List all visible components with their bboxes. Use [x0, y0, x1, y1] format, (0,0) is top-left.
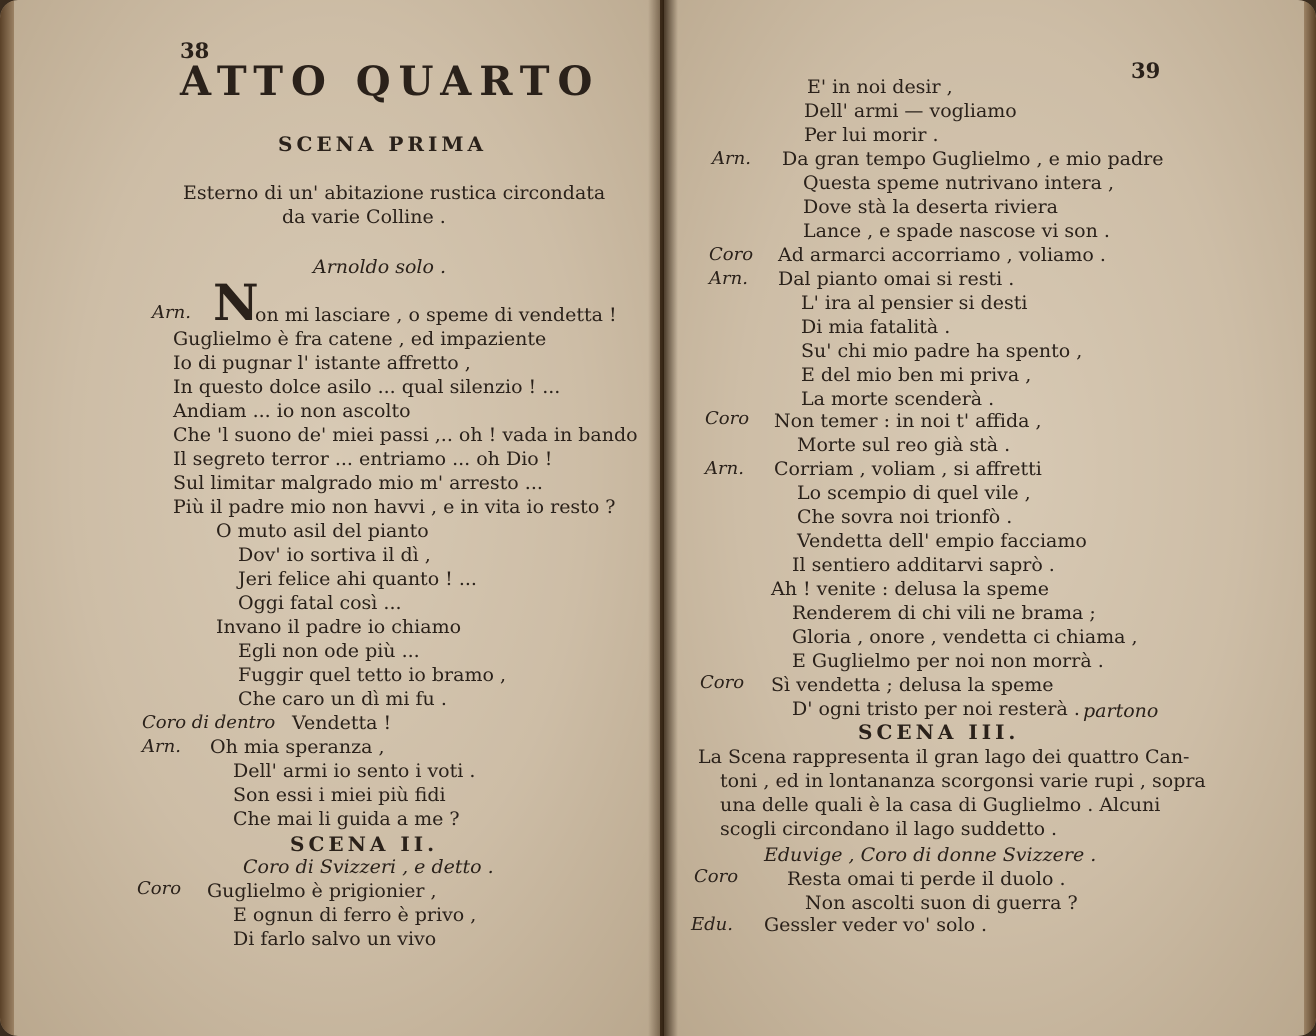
verse-line: Resta omai ti perde il duolo . [787, 868, 1066, 890]
verse-line: Lance , e spade nascose vi son . [803, 220, 1110, 242]
verse-line: Che 'l suono de' miei passi ,.. oh ! vada in bando [173, 424, 638, 446]
verse-line: Dove stà la deserta riviera [803, 196, 1058, 218]
verse-line: Jeri felice ahi quanto ! ... [238, 568, 477, 590]
verse-line: Di mia fatalità . [801, 316, 951, 338]
verse-line: Da gran tempo Guglielmo , e mio padre [782, 148, 1164, 170]
verse-line: Non temer : in noi t' affida , [774, 410, 1042, 432]
right-page-number: 39 [1131, 58, 1161, 83]
speaker-label: Arn. [152, 302, 191, 323]
verse-line: Su' chi mio padre ha spento , [801, 340, 1083, 362]
verse-line: D' ogni tristo per noi resterà . [792, 698, 1080, 720]
verse-line: Io di pugnar l' istante affretto , [173, 352, 471, 374]
verse-line: Che sovra noi trionfò . [797, 506, 1013, 528]
setting-line: La Scena rappresenta il gran lago dei quattro Can- [698, 746, 1190, 768]
verse-line: E del mio ben mi priva , [801, 364, 1032, 386]
verse-line: Andiam ... io non ascolto [173, 400, 411, 422]
verse-line: Son essi i miei più fidi [233, 784, 446, 806]
left-page-edge [0, 0, 14, 1036]
verse-line: Il sentiero additarvi saprò . [792, 554, 1055, 576]
verse-line: Morte sul reo già stà . [797, 434, 1011, 456]
verse-line: Dell' armi — vogliamo [804, 100, 1017, 122]
verse-line: La morte scenderà . [801, 388, 995, 410]
drop-cap: N [213, 273, 259, 332]
verse-line: E ognun di ferro è privo , [233, 904, 477, 926]
verse-line: Oggi fatal così ... [238, 592, 402, 614]
speaker-label: Arn. [142, 736, 181, 757]
verse-line: Ah ! venite : delusa la speme [771, 578, 1050, 600]
verse-line: Vendetta dell' empio facciamo [797, 530, 1087, 552]
verse-line: Di farlo salvo un vivo [233, 928, 437, 950]
speaker-label: Coro [694, 866, 739, 887]
verse-line: Per lui morir . [804, 124, 939, 146]
scene1-character: Arnoldo solo . [313, 256, 446, 278]
verse-line: In questo dolce asilo ... qual silenzio ! ... [173, 376, 561, 398]
scene3-characters: Eduvige , Coro di donne Svizzere . [764, 844, 1097, 866]
verse-line: Dal pianto omai si resti . [778, 268, 1015, 290]
left-page-number: 38 [180, 38, 210, 63]
verse-line: Invano il padre io chiamo [216, 616, 462, 638]
verse-line: Dell' armi io sento i voti . [233, 760, 476, 782]
scene1-title: SCENA PRIMA [278, 132, 488, 156]
verse-line: Ad armarci accorriamo , voliamo . [778, 244, 1106, 266]
speaker-label: Coro di dentro [142, 712, 276, 733]
setting-line: una delle quali è la casa di Guglielmo . Alcuni [720, 794, 1161, 816]
speaker-label: Coro [705, 408, 750, 429]
verse-line: L' ira al pensier si desti [801, 292, 1028, 314]
verse-line: Non ascolti suon di guerra ? [805, 892, 1078, 914]
speaker-label: Arn. [705, 458, 744, 479]
setting-line: toni , ed in lontananza scorgonsi varie rupi , sopra [720, 770, 1206, 792]
verse-line: Sul limitar malgrado mio m' arresto ... [173, 472, 543, 494]
setting-line-1: Esterno di un' abitazione rustica circondata [183, 182, 606, 204]
speaker-label: Coro [137, 878, 182, 899]
scene2-characters: Coro di Svizzeri , e detto . [243, 856, 494, 878]
speaker-label: Edu. [691, 914, 733, 935]
scene3-title: SCENA III. [858, 720, 1020, 744]
setting-line-2: da varie Colline . [282, 206, 446, 228]
setting-line: scogli circondano il lago suddetto . [720, 818, 1058, 840]
verse-line: Sì vendetta ; delusa la speme [771, 674, 1054, 696]
verse-line: O muto asil del pianto [216, 520, 429, 542]
verse-line: Oh mia speranza , [210, 736, 385, 758]
verse-line: Egli non ode più ... [238, 640, 420, 662]
verse-line: Dov' io sortiva il dì , [238, 544, 431, 566]
verse-line: Fuggir quel tetto io bramo , [238, 664, 506, 686]
verse-line: E Guglielmo per noi non morrà . [792, 650, 1104, 672]
verse-line: Gloria , onore , vendetta ci chiama , [792, 626, 1138, 648]
act-title: ATTO QUARTO [180, 58, 601, 105]
speaker-label: Coro [709, 244, 754, 265]
speaker-label: Coro [700, 672, 745, 693]
verse-line: Che caro un dì mi fu . [238, 688, 447, 710]
verse-line: Più il padre mio non havvi , e in vita io resto ? [173, 496, 616, 518]
speaker-label: Arn. [709, 268, 748, 289]
scene2-title: SCENA II. [290, 832, 439, 856]
verse-line: Che mai li guida a me ? [233, 808, 460, 830]
verse-line: Questa speme nutrivano intera , [803, 172, 1114, 194]
stage-direction: partono [1083, 700, 1159, 722]
speaker-label: Arn. [712, 148, 751, 169]
verse-line: E' in noi desir , [807, 76, 953, 98]
verse-line: Renderem di chi vili ne brama ; [792, 602, 1096, 624]
book-gutter [648, 0, 678, 1036]
verse-line: Lo scempio di quel vile , [797, 482, 1031, 504]
verse-line: Gessler veder vo' solo . [764, 914, 988, 936]
verse-line: Il segreto terror ... entriamo ... oh Dio ! [173, 448, 553, 470]
right-page-edge [1304, 0, 1316, 1036]
verse-line: Guglielmo è fra catene , ed impaziente [173, 328, 547, 350]
verse-line: on mi lasciare , o speme di vendetta ! [255, 304, 617, 326]
right-page [664, 0, 1316, 1036]
verse-line: Guglielmo è prigionier , [207, 880, 437, 902]
verse-line: Vendetta ! [292, 712, 392, 734]
verse-line: Corriam , voliam , si affretti [774, 458, 1042, 480]
